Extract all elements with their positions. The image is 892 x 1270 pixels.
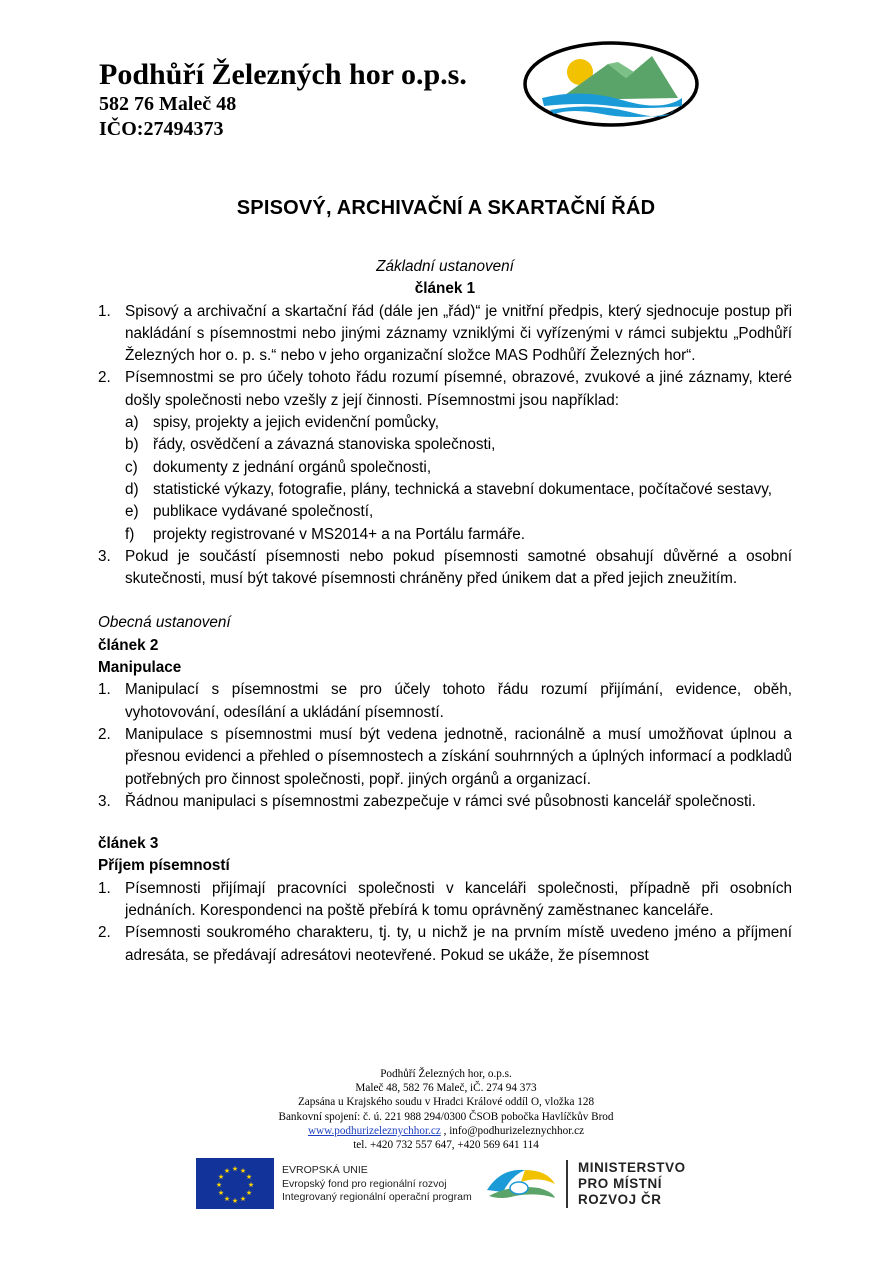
article-number: článek 2 bbox=[98, 636, 159, 654]
item-number: 1. bbox=[98, 879, 111, 897]
item-text: Řádnou manipulaci s písemnostmi zabezpečuje v rámci své působnosti kancelář společnosti. bbox=[125, 792, 756, 810]
sub-item-text: projekty registrované v MS2014+ a na Portálu farmáře. bbox=[153, 525, 525, 543]
sub-item-letter: c) bbox=[125, 458, 138, 476]
item-text: Písemnostmi se pro účely tohoto řádu rozumí písemné, obrazové, zvukové a jiné záznamy, které došly společnosti nebo vzešly z její činnosti. Písemnostmi jsou například: bbox=[125, 369, 792, 409]
list-item bbox=[98, 791, 792, 813]
item-number: 1. bbox=[98, 302, 111, 320]
organization-ico: IČO:27494373 bbox=[99, 118, 224, 140]
footer-org-name: Podhůří Železných hor, o.p.s. bbox=[380, 1068, 512, 1080]
eu-stars-icon bbox=[196, 1158, 274, 1209]
mmr-line-1: MINISTERSTVO bbox=[578, 1160, 686, 1175]
item-text: Spisový a archivační a skartační řád (dále jen „řád)“ je vnitřní předpis, který sjednocuje postup při nakládání s písemnostmi nebo jinými záznamy vzniklými či vyřízenými v rámci subjektu „Podhůří Železných hor o. p. s.“ nebo v jeho organizační složce MAS Podhůří Železných hor“. bbox=[125, 302, 792, 365]
item-number: 2. bbox=[98, 725, 111, 743]
organization-name: Podhůří Železných hor o.p.s. bbox=[99, 58, 467, 91]
item-text: Manipulací s písemnostmi se pro účely tohoto řádu rozumí přijímání, evidence, oběh, vyhotovování, odesílání a ukládání písemností. bbox=[125, 681, 792, 721]
eu-program: Integrovaný regionální operační program bbox=[282, 1191, 472, 1203]
sub-list bbox=[125, 412, 792, 546]
article-2-list bbox=[98, 679, 792, 813]
footer-address: Maleč 48, 582 76 Maleč, iČ. 274 94 373 bbox=[355, 1082, 537, 1095]
article-subtitle: Manipulace bbox=[98, 659, 182, 677]
svg-text:★: ★ bbox=[239, 1195, 247, 1203]
item-text: Manipulace s písemnostmi musí být vedena jednotně, racionálně a musí umožňovat úplnou a přesnou evidenci a přehled o písemnostech a získání souhrnných a úplných informací a podkladů potřebných pro činnost společnosti, popř. jiných orgánů a organizací. bbox=[125, 725, 792, 788]
page-footer bbox=[0, 1067, 892, 1152]
svg-text:★: ★ bbox=[215, 1181, 223, 1189]
organization-address: 582 76 Maleč 48 bbox=[99, 93, 237, 115]
svg-text:★: ★ bbox=[217, 1173, 225, 1181]
svg-text:★: ★ bbox=[247, 1181, 255, 1189]
sub-item-text: statistické výkazy, fotografie, plány, technická a stavební dokumentace, počítačové sestavy, bbox=[153, 480, 772, 498]
sub-item-letter: b) bbox=[125, 436, 139, 454]
section-heading: Obecná ustanovení bbox=[98, 614, 231, 632]
sub-list-item bbox=[125, 524, 792, 546]
list-item bbox=[98, 878, 792, 923]
mmr-emblem-icon bbox=[481, 1162, 559, 1208]
article-1-list bbox=[98, 301, 792, 591]
footer-bank: Bankovní spojení: č. ú. 221 988 294/0300 ČSOB pobočka Havlíčkův Brod bbox=[278, 1110, 614, 1123]
footer-contacts bbox=[0, 1124, 892, 1138]
sub-item-text: dokumenty z jednání orgánů společnosti, bbox=[153, 458, 432, 476]
sub-list-item bbox=[125, 434, 792, 456]
list-item bbox=[98, 724, 792, 791]
item-number: 1. bbox=[98, 681, 111, 699]
mmr-line-3: ROZVOJ ČR bbox=[578, 1192, 662, 1208]
svg-text:★: ★ bbox=[245, 1189, 253, 1197]
sub-list-item bbox=[125, 412, 792, 434]
item-text: Písemnosti přijímají pracovníci společnosti v kanceláři společnosti, případně při osobních jednáních. Korespondenci na poště přebírá k tomu oprávněný zaměstnanec kanceláře. bbox=[125, 879, 792, 920]
sub-list-item bbox=[125, 479, 792, 501]
svg-text:★: ★ bbox=[231, 1165, 239, 1173]
organization-logo bbox=[522, 40, 700, 128]
item-number: 2. bbox=[98, 924, 111, 942]
sub-list-item bbox=[125, 501, 792, 523]
svg-text:★: ★ bbox=[223, 1195, 231, 1203]
sub-item-text: řády, osvědčení a závazná stanoviska společnosti, bbox=[153, 436, 496, 454]
list-item bbox=[98, 922, 792, 967]
list-item bbox=[98, 301, 792, 368]
svg-text:★: ★ bbox=[231, 1197, 239, 1205]
list-item bbox=[98, 679, 792, 724]
list-item bbox=[98, 546, 792, 591]
article-subtitle: Příjem písemností bbox=[98, 857, 230, 875]
article-number: článek 3 bbox=[98, 835, 159, 853]
mmr-caption bbox=[578, 1160, 686, 1209]
eu-caption bbox=[282, 1164, 472, 1205]
sub-item-text: publikace vydávané společností, bbox=[153, 503, 374, 521]
logo-divider bbox=[566, 1160, 568, 1208]
section-heading: Základní ustanovení bbox=[376, 258, 514, 275]
website-link[interactable]: www.podhurizeleznychhor.cz bbox=[307, 1124, 441, 1137]
item-number: 3. bbox=[98, 792, 111, 810]
svg-text:★: ★ bbox=[245, 1173, 253, 1181]
sub-item-text: spisy, projekty a jejich evidenční pomůcky, bbox=[153, 414, 439, 432]
document-body bbox=[98, 256, 792, 967]
svg-text:★: ★ bbox=[217, 1189, 225, 1197]
eu-flag-logo bbox=[196, 1158, 274, 1209]
mmr-line-2: PRO MÍSTNÍ bbox=[578, 1176, 663, 1192]
sub-item-letter: d) bbox=[125, 480, 139, 498]
item-text: Pokud je součástí písemnosti nebo pokud písemnosti samotné obsahují důvěrné a osobní skutečnosti, musí být takové písemnosti chráněny před únikem dat a před jejich zneužitím. bbox=[125, 547, 792, 588]
article-number: článek 1 bbox=[414, 280, 476, 298]
item-text: Písemnosti soukromého charakteru, tj. ty, u nichž je na prvním místě uvedeno jméno a příjmení adresáta, se předávají adresátovi neotevřené. Pokud se ukáže, že písemnost bbox=[125, 924, 792, 964]
svg-text:★: ★ bbox=[223, 1167, 231, 1175]
sub-item-letter: f) bbox=[125, 525, 135, 543]
sub-item-letter: a) bbox=[125, 414, 139, 432]
sub-list-item bbox=[125, 457, 792, 479]
item-number: 3. bbox=[98, 547, 111, 565]
footer-phone: tel. +420 732 557 647, +420 569 641 114 bbox=[353, 1139, 539, 1152]
letterhead bbox=[99, 58, 467, 142]
sub-item-letter: e) bbox=[125, 503, 139, 521]
eu-title: EVROPSKÁ UNIE bbox=[282, 1164, 368, 1176]
footer-registration: Zapsána u Krajského soudu v Hradci Králové oddíl O, vložka 128 bbox=[297, 1096, 595, 1109]
eu-fund: Evropský fond pro regionální rozvoj bbox=[282, 1177, 447, 1190]
svg-text:★: ★ bbox=[239, 1167, 247, 1175]
list-item bbox=[98, 367, 792, 545]
article-3-list bbox=[98, 878, 792, 967]
item-number: 2. bbox=[98, 369, 111, 387]
footer-email: , info@podhurizeleznychhor.cz bbox=[440, 1124, 585, 1137]
document-title: SPISOVÝ, ARCHIVAČNÍ A SKARTAČNÍ ŘÁD bbox=[236, 197, 656, 219]
